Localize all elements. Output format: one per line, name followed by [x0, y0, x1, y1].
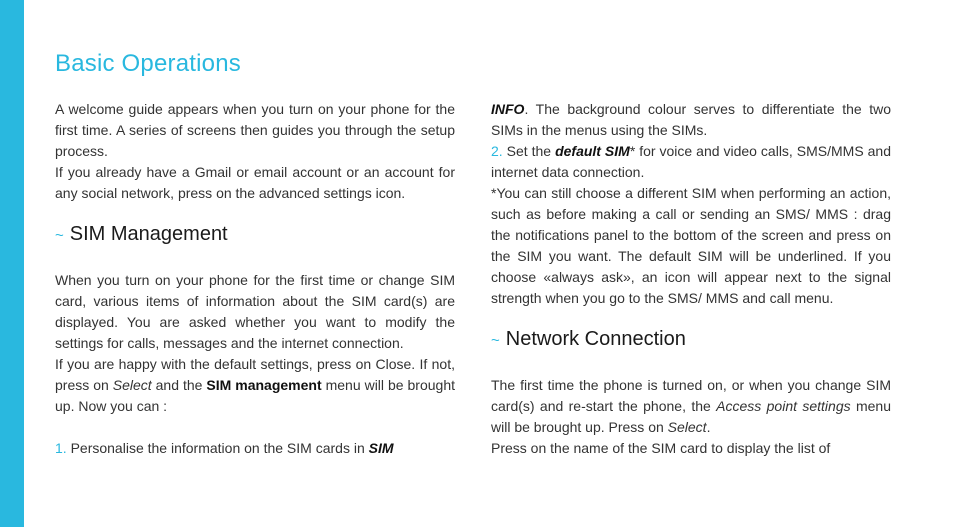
step-1-number: 1.: [55, 440, 67, 456]
right-column: [491, 99, 891, 459]
step-2-text-a: Set the: [502, 143, 556, 159]
network-paragraph-1: [491, 375, 891, 438]
sim-info-term-end: INFO: [491, 101, 525, 117]
sim-p2-and: and the: [151, 377, 207, 393]
tilde-marker: ~: [55, 227, 64, 244]
info-text: . The background colour serves to differentiate the two SIMs in the menus using the SIMs.: [491, 101, 891, 138]
sim-p2-text-a: If you are happy with the default settings, press on Close. If not, press on: [55, 356, 455, 393]
note-paragraph: *You can still choose a different SIM when performing an action, such as before making a call or sending an SMS/ MMS : drag the notifications panel to the bottom of the screen and press on the SIM you want. The default SIM will be underlined. If you choose «always ask», an icon will appear next to the signal strength when you go to the SMS/ MMS and call menu.: [491, 185, 891, 306]
intro-paragraph-1: A welcome guide appears when you turn on your phone for the first time. A series of screens then guides you through the setup process.: [55, 101, 455, 159]
page-title: Basic Operations: [55, 50, 241, 77]
network-connection-heading: [491, 326, 891, 354]
sim-management-heading-text: SIM Management: [69, 223, 228, 245]
network-connection-heading-text: Network Connection: [505, 328, 686, 350]
step-2-text-b: * for voice and video calls, SMS/MMS and internet data connection.: [491, 143, 891, 180]
sim-paragraph-2: [55, 354, 455, 417]
info-paragraph: [491, 99, 891, 141]
intro-paragraph-2: If you already have a Gmail or email account or an account for any social network, press on the advanced settings icon.: [55, 164, 455, 201]
network-paragraph-2: Press on the name of the SIM card to display the list of: [491, 440, 831, 456]
step-1-text: Personalise the information on the SIM cards in: [66, 440, 369, 456]
sim-p2-text-b: menu will be brought up. Now you can :: [55, 377, 456, 414]
sim-info-term-start: SIM: [368, 440, 394, 456]
step-2-number: 2.: [491, 143, 503, 159]
default-sim-term: default SIM: [555, 143, 630, 159]
sim-management-term: SIM management: [206, 377, 322, 393]
net-p1-text-c: .: [706, 419, 711, 435]
side-accent-bar: [0, 0, 24, 527]
select-term: Select: [112, 377, 152, 393]
select-term: Select: [667, 419, 707, 435]
net-p1-text-a: The first time the phone is turned on, or when you change SIM card(s) and re-start the phone, the: [491, 377, 891, 414]
tilde-marker: ~: [491, 332, 500, 349]
left-column: [55, 99, 455, 459]
step-1: [55, 438, 455, 459]
sim-paragraph-1: When you turn on your phone for the first time or change SIM card, various items of information about the SIM card(s) are displayed. You are asked whether you want to modify the settings for calls, messages and the internet connection.: [55, 272, 455, 351]
step-2: [491, 141, 891, 183]
net-p1-text-b: menu will be brought up. Press on: [491, 398, 891, 435]
access-point-settings-term: Access point settings: [716, 398, 851, 414]
sim-management-heading: [55, 221, 455, 249]
